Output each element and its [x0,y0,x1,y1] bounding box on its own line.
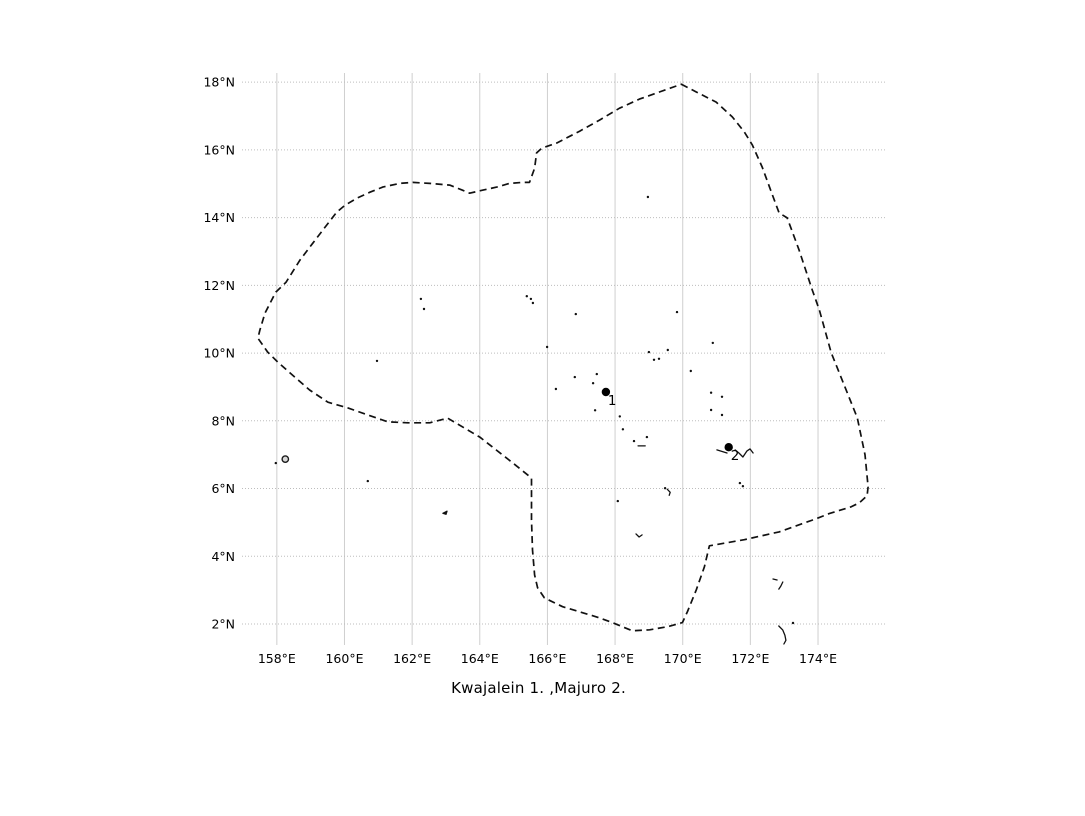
island-dot [596,373,598,375]
island-dot [617,500,619,502]
lon-tick-label: 174°E [799,651,838,666]
island-dot [710,409,712,411]
island-dot [647,196,649,198]
island-dot [592,382,594,384]
marker-label-2: 2 [730,448,740,465]
island-dot [792,622,794,624]
island-dot [622,428,624,430]
island-dot [546,346,548,348]
kosrae-island [443,511,447,514]
lon-tick-label: 172°E [731,651,770,666]
pohnpei-island [282,456,288,462]
island-dot [376,360,378,362]
lon-tick-label: 170°E [663,651,702,666]
marker-label-1: 1 [607,393,617,409]
island-dot [367,480,369,482]
island-dot [690,370,692,372]
lat-tick-label: 18°N [203,74,235,90]
island-dot [420,298,422,300]
lon-tick-label: 158°E [257,651,296,666]
island-dot [594,409,596,411]
lon-tick-label: 168°E [596,651,635,666]
island-dot [646,436,648,438]
island-dot [574,376,576,378]
lat-tick-label: 8°N [211,413,235,429]
island-dot [526,295,528,297]
island-dot [658,358,660,360]
figure-caption: Kwajalein 1. ,Majuro 2. [451,679,626,697]
lat-tick-label: 10°N [203,345,235,361]
island-dot [532,302,534,304]
island-dot [555,388,557,390]
jaluit-atoll [667,489,670,495]
eez-boundary-path [258,84,868,631]
island-dot [530,298,532,300]
island-dot [423,308,425,310]
island-dot [739,482,741,484]
ebon-atoll [636,534,642,537]
abaiang-arc [779,626,786,644]
lon-tick-label: 162°E [393,651,432,666]
lat-tick-label: 14°N [203,210,235,226]
makin-arc [779,582,783,589]
butaritari-island [773,579,777,580]
lon-tick-label: 166°E [528,651,567,666]
lon-tick-label: 164°E [460,651,499,666]
lat-tick-label: 12°N [203,277,235,293]
island-dot [667,349,669,351]
island-dot [721,396,723,398]
island-dot [742,485,744,487]
lat-tick-label: 16°N [203,142,235,158]
lat-tick-label: 2°N [211,616,235,632]
island-dot [648,351,650,353]
lon-tick-label: 160°E [325,651,364,666]
island-dot [633,440,635,442]
island-dot [653,359,655,361]
island-dot [676,311,678,313]
island-dot [275,462,277,464]
island-dot [721,414,723,416]
majuro-chain-west [717,450,727,453]
lat-tick-label: 4°N [211,548,235,564]
island-dot [575,313,577,315]
island-dot [712,342,714,344]
island-dot [710,392,712,394]
lat-tick-label: 6°N [211,481,235,497]
island-dot [619,415,621,417]
island-dot [664,487,666,489]
